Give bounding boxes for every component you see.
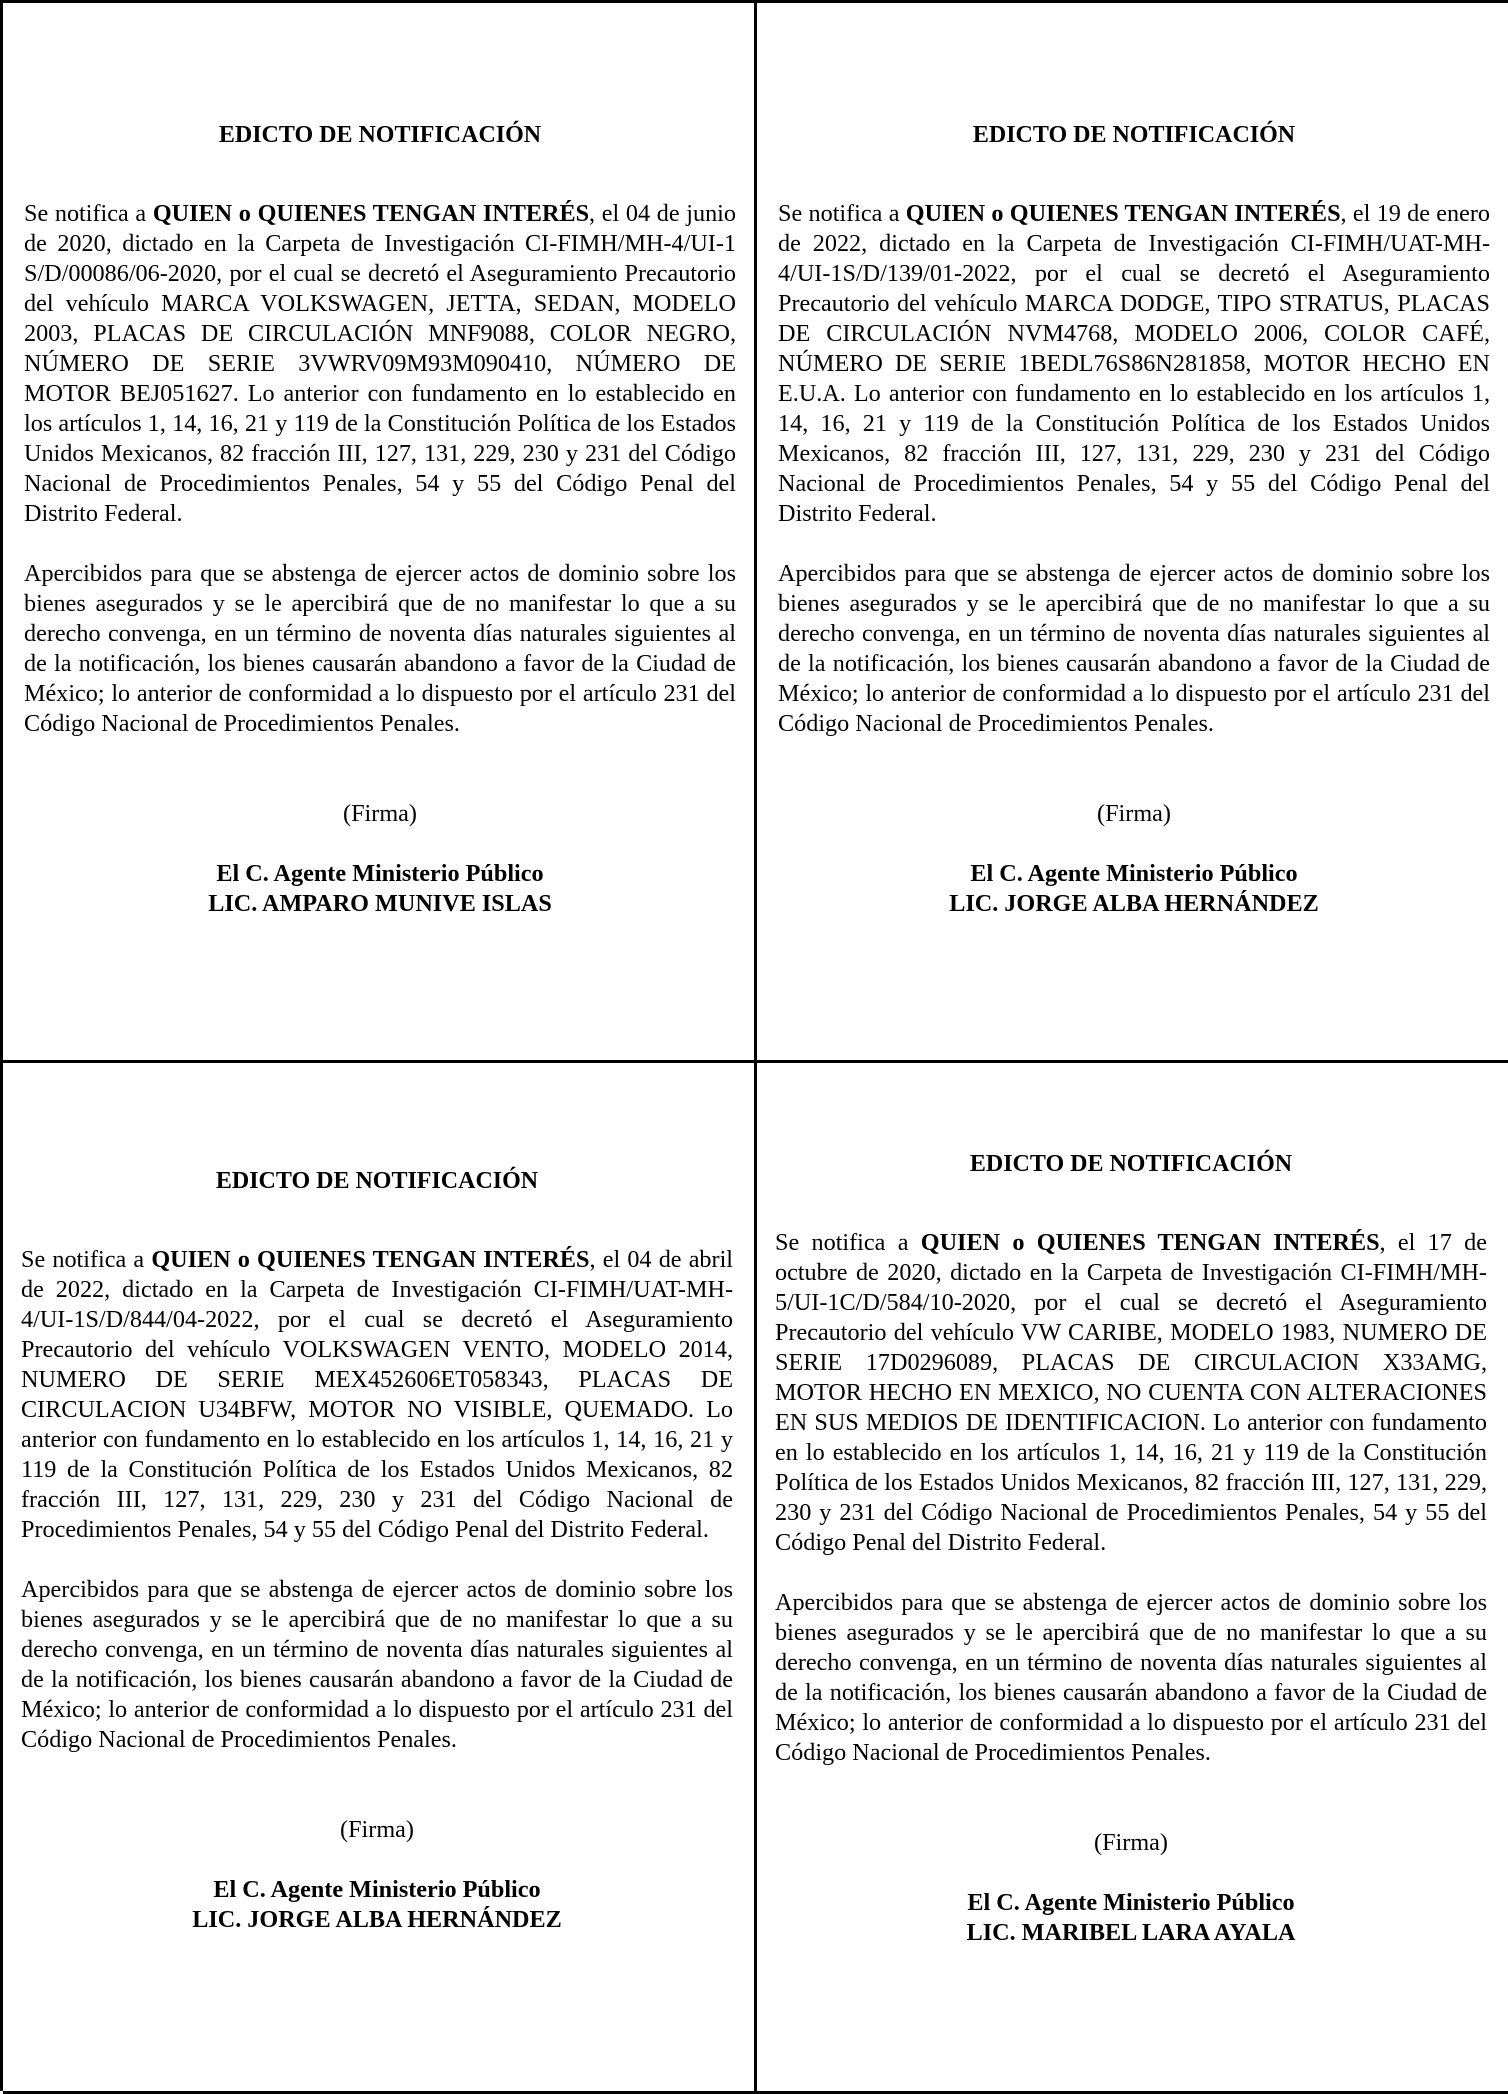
edict-recipient: QUIEN o QUIENES TENGAN INTERÉS	[905, 200, 1341, 227]
edict-title: EDICTO DE NOTIFICACIÓN	[972, 122, 1296, 148]
edict-body	[24, 199, 736, 529]
edict-intro: Se notifica a	[24, 200, 153, 227]
signature-placeholder: (Firma)	[1094, 1829, 1168, 1856]
edict-4	[775, 1149, 1487, 1948]
edict-warning: Apercibidos para que se abstenga de ejercer actos de dominio sobre los bienes asegurados y se le apercibirá que de no manifestar lo que a su derecho convenga, en un término de noventa días naturales siguientes al de la notificación, los bienes causarán abandono a favor de la Ciudad de México; lo anterior de conformidad a lo dispuesto por el artículo 231 del Código Nacional de Procedimientos Penales.	[24, 560, 736, 737]
edict-title: EDICTO DE NOTIFICACIÓN	[218, 122, 542, 148]
edict-3	[21, 1166, 733, 1935]
edict-warning: Apercibidos para que se abstenga de ejercer actos de dominio sobre los bienes asegurados y se le apercibirá que de no manifestar lo que a su derecho convenga, en un término de noventa días naturales siguientes al de la notificación, los bienes causarán abandono a favor de la Ciudad de México; lo anterior de conformidad a lo dispuesto por el artículo 231 del Código Nacional de Procedimientos Penales.	[778, 560, 1490, 737]
edict-intro: Se notifica a	[775, 1229, 921, 1256]
edict-recipient: QUIEN o QUIENES TENGAN INTERÉS	[152, 200, 590, 227]
edict-title: EDICTO DE NOTIFICACIÓN	[969, 1151, 1293, 1177]
edict-recipient: QUIEN o QUIENES TENGAN INTERÉS	[151, 1246, 590, 1273]
edict-body-text: , el 04 de junio de 2020, dictado en la Carpeta de Investigación CI-FIMH/MH-4/UI-1 S/D/00086/06-2020, por el cual se decretó el Aseguramiento Precautorio del vehículo MARCA VOLKSWAGEN, JETTA, SEDAN, MODELO 2003, PLACAS DE CIRCULACIÓN MNF9088, COLOR NEGRO, NÚMERO DE SERIE 3VWRV09M93M090410, NÚMERO DE MOTOR BEJ051627. Lo anterior con fundamento en lo establecido en los artículos 1, 14, 16, 21 y 119 de la Constitución Política de los Estados Unidos Mexicanos, 82 fracción III, 127, 131, 229, 230 y 231 del Código Nacional de Procedimientos Penales, 54 y 55 del Código Penal del Distrito Federal.	[24, 200, 736, 527]
edict-1	[24, 120, 736, 919]
edict-intro: Se notifica a	[21, 1246, 152, 1273]
agent-name: LIC. JORGE ALBA HERNÁNDEZ	[192, 1906, 562, 1933]
edict-body	[778, 199, 1490, 529]
agent-name: LIC. MARIBEL LARA AYALA	[966, 1919, 1296, 1946]
edict-signature-block	[21, 1815, 733, 1935]
edict-body	[775, 1228, 1487, 1558]
edict-signature-block	[775, 1828, 1487, 1948]
edict-signature-block	[778, 799, 1490, 919]
edict-body-text: , el 17 de octubre de 2020, dictado en la Carpeta de Investigación CI-FIMH/MH-5/UI-1C/D/584/10-2020, por el cual se decretó el Aseguramiento Precautorio del vehículo VW CARIBE, MODELO 1983, NUMERO DE SERIE 17D0296089, PLACAS DE CIRCULACION X33AMG, MOTOR HECHO EN MEXICO, NO CUENTA CON ALTERACIONES EN SUS MEDIOS DE IDENTIFICACION. Lo anterior con fundamento en lo establecido en los artículos 1, 14, 16, 21 y 119 de la Constitución Política de los Estados Unidos Mexicanos, 82 fracción III, 127, 131, 229, 230 y 231 del Código Nacional de Procedimientos Penales, 54 y 55 del Código Penal del Distrito Federal.	[775, 1229, 1487, 1556]
agent-name: LIC. AMPARO MUNIVE ISLAS	[208, 890, 552, 917]
edict-body-text: , el 04 de abril de 2022, dictado en la Carpeta de Investigación CI-FIMH/UAT-MH-4/UI-1S/D/844/04-2022, por el cual se decretó el Aseguramiento Precautorio del vehículo VOLKSWAGEN VENTO, MODELO 2014, NUMERO DE SERIE MEX452606ET058343, PLACAS DE CIRCULACION U34BFW, MOTOR NO VISIBLE, QUEMADO. Lo anterior con fundamento en lo establecido en los artículos 1, 14, 16, 21 y 119 de la Constitución Política de los Estados Unidos Mexicanos, 82 fracción III, 127, 131, 229, 230 y 231 del Código Nacional de Procedimientos Penales, 54 y 55 del Código Penal del Distrito Federal.	[21, 1246, 734, 1543]
edict-intro: Se notifica a	[778, 200, 906, 227]
edict-warning: Apercibidos para que se abstenga de ejercer actos de dominio sobre los bienes asegurados y se le apercibirá que de no manifestar lo que a su derecho convenga, en un término de noventa días naturales siguientes al de la notificación, los bienes causarán abandono a favor de la Ciudad de México; lo anterior de conformidad a lo dispuesto por el artículo 231 del Código Nacional de Procedimientos Penales.	[775, 1589, 1487, 1766]
edict-warning: Apercibidos para que se abstenga de ejercer actos de dominio sobre los bienes asegurados y se le apercibirá que de no manifestar lo que a su derecho convenga, en un término de noventa días naturales siguientes al de la notificación, los bienes causarán abandono a favor de la Ciudad de México; lo anterior de conformidad a lo dispuesto por el artículo 231 del Código Nacional de Procedimientos Penales.	[21, 1576, 733, 1753]
signature-placeholder: (Firma)	[1097, 800, 1171, 827]
edict-signature-block	[24, 799, 736, 919]
agent-role: El C. Agente Ministerio Público	[967, 1889, 1295, 1916]
signature-placeholder: (Firma)	[340, 1816, 414, 1843]
edict-recipient: QUIEN o QUIENES TENGAN INTERÉS	[920, 1229, 1380, 1256]
edict-title: EDICTO DE NOTIFICACIÓN	[215, 1168, 539, 1194]
edict-2	[778, 120, 1490, 919]
signature-placeholder: (Firma)	[343, 800, 417, 827]
agent-role: El C. Agente Ministerio Público	[213, 1876, 541, 1903]
agent-role: El C. Agente Ministerio Público	[216, 860, 544, 887]
agent-role: El C. Agente Ministerio Público	[970, 860, 1298, 887]
edict-body-text: , el 19 de enero de 2022, dictado en la Carpeta de Investigación CI-FIMH/UAT-MH-4/UI-1S/D/139/01-2022, por el cual se decretó el Aseguramiento Precautorio del vehículo MARCA DODGE, TIPO STRATUS, PLACAS DE CIRCULACIÓN NVM4768, MODELO 2006, COLOR CAFÉ, NÚMERO DE SERIE 1BEDL76S86N281858, MOTOR HECHO EN E.U.A. Lo anterior con fundamento en lo establecido en los artículos 1, 14, 16, 21 y 119 de la Constitución Política de los Estados Unidos Mexicanos, 82 fracción III, 127, 131, 229, 230 y 231 del Código Nacional de Procedimientos Penales, 54 y 55 del Código Penal del Distrito Federal.	[778, 200, 1491, 527]
agent-name: LIC. JORGE ALBA HERNÁNDEZ	[949, 890, 1319, 917]
edict-body	[21, 1245, 733, 1545]
